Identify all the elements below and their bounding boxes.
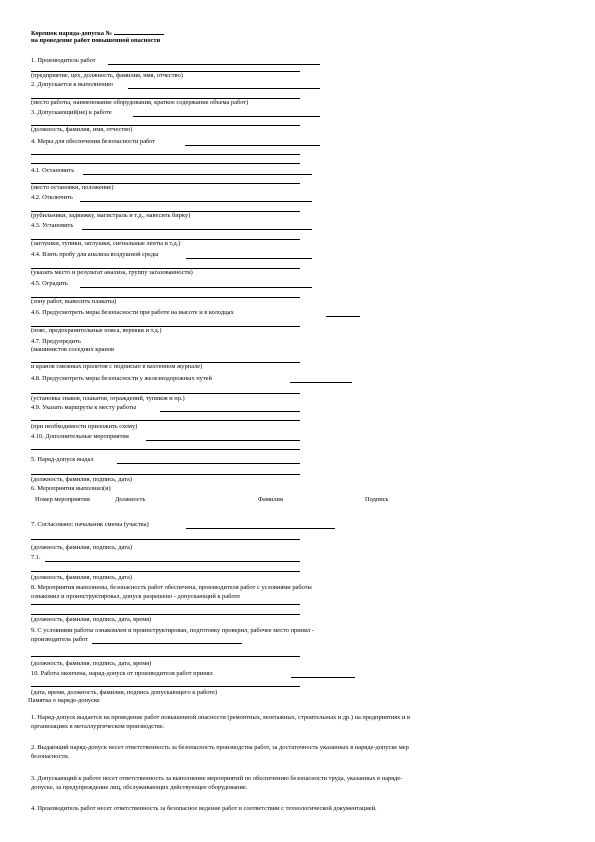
- note-2-line-2: безопасности.: [31, 753, 70, 760]
- item-7-label: 7. Согласовано: начальник смены (участка): [31, 521, 149, 528]
- item-4-label: 4. Меры для обеспечения безопасности работ: [31, 138, 156, 145]
- item-7-field-line2[interactable]: [31, 539, 300, 540]
- permit-title: Корешок наряда-допуска №: [31, 28, 164, 38]
- item-4-6-caption: (пояс, предохранительные пояса, веревки и т.д.): [31, 327, 162, 334]
- note-1-line-1: 1. Наряд-допуск выдается на проведение работ повышенной опасности (ремонтных, монтажных, строительных и др.) на предприятиях и в: [31, 714, 411, 721]
- note-2-line-1: 2. Выдающий наряд-допуск несет ответственность за безопасность производства работ, за достаточность указанных в наряде-допуске мер: [31, 744, 409, 751]
- item-4-1-caption: (место остановки, положение): [31, 184, 114, 191]
- note-1-line-2: организациях в металлургическом производстве.: [31, 723, 165, 730]
- item-4-7-caption-a: (машинистов соседних кранов: [31, 346, 115, 353]
- item-4-10-field[interactable]: [146, 440, 300, 441]
- item-4-10-label: 4.10. Дополнительные мероприятия: [31, 433, 129, 440]
- item-8-field[interactable]: [31, 604, 300, 605]
- item-9-label-b: производитель работ: [31, 636, 88, 643]
- item-4-2-field[interactable]: [80, 201, 312, 202]
- item-4-field-line2[interactable]: [31, 154, 300, 155]
- item-8-field-line2[interactable]: [31, 614, 300, 615]
- item-1-caption: (предприятие, цех, должность, фамилия, имя, отчество): [31, 72, 183, 79]
- item-4-4-field[interactable]: [186, 258, 312, 259]
- note-3-line-2: допуске, за предупреждение лиц, обслуживающих действующее оборудование.: [31, 784, 248, 791]
- item-1-label: 1. Производитель работ: [31, 57, 96, 64]
- item-4-10-field-line2[interactable]: [31, 449, 300, 450]
- permit-subtitle: на проведение работ повышенной опасности: [31, 37, 161, 44]
- item-4-3-field[interactable]: [82, 229, 312, 230]
- item-4-9-field-line2[interactable]: [31, 420, 300, 421]
- item-4-8-label: 4.8. Предусмотреть меры безопасности у железнодорожных путей: [31, 375, 212, 382]
- item-4-7-caption-b: и кранов смежных пролетов с подписью в вахтенном журнале): [31, 363, 203, 370]
- notes-title: Памятка о наряде-допуске: [28, 697, 100, 704]
- item-9-field[interactable]: [92, 643, 242, 644]
- item-4-8-caption: (установка знаков, плакатов, ограждений, тупиков и пр.): [31, 395, 185, 402]
- table-header-position: Должность: [115, 496, 146, 503]
- item-4-4-label: 4.4. Взять пробу для анализа воздушной среды: [31, 251, 159, 258]
- item-5-field-line2[interactable]: [31, 474, 300, 475]
- item-4-1-label: 4.1. Остановить: [31, 167, 75, 174]
- item-5-caption: (должность, фамилия, подпись, дата): [31, 476, 133, 483]
- item-4-9-caption: (при необходимости приложить схему): [31, 423, 138, 430]
- item-8-caption: (должность, фамилия, подпись, дата, время): [31, 616, 152, 623]
- item-6-label: 6. Мероприятия выполнил(и): [31, 485, 111, 492]
- item-2-caption: (место работы, наименование оборудования, краткое содержание объема работ): [31, 99, 249, 106]
- item-2-label: 2. Допускается к выполнению: [31, 81, 113, 88]
- item-4-field[interactable]: [185, 145, 320, 146]
- table-header-signature: Подпись: [365, 496, 389, 503]
- item-3-caption: (должность, фамилия, имя, отчество): [31, 126, 133, 133]
- table-header-surname: Фамилия: [258, 496, 283, 503]
- item-7-1-caption: (должность, фамилия, подпись, дата): [31, 574, 133, 581]
- note-4-line-1: 4. Производитель работ несет ответственность за безопасное ведение работ в соответствии с технологической документацией.: [31, 805, 377, 812]
- item-7-caption: (должность, фамилия, подпись, дата): [31, 544, 133, 551]
- item-2-field[interactable]: [128, 88, 320, 89]
- item-5-field[interactable]: [117, 463, 300, 464]
- item-7-1-label: 7.1.: [31, 554, 41, 561]
- item-4-3-caption: (заглушки, тупики, заглушки, сигнальные ленты и т.д.): [31, 240, 181, 247]
- item-4-3-label: 4.3. Установить: [31, 222, 74, 229]
- item-8-label-a: 8. Мероприятия выполнены, безопасность работ обеспечена, производителя работ с условиями работы: [31, 584, 312, 591]
- item-3-field[interactable]: [133, 116, 320, 117]
- item-7-1-field[interactable]: [45, 561, 300, 562]
- table-header-number: Номер мероприятия: [35, 496, 90, 503]
- item-7-1-field-line2[interactable]: [31, 571, 300, 572]
- note-3-line-1: 3. Допускающий к работе несет ответственность за выполнение мероприятий по обеспечению безопасности труда, указанных в наряде-: [31, 775, 403, 782]
- item-3-label: 3. Допускающий(ие) к работе: [31, 109, 112, 116]
- item-4-1-field[interactable]: [83, 174, 312, 175]
- item-4-6-label: 4.6. Предусмотреть меры безопасности при работе на высоте и в колодцах: [31, 309, 234, 316]
- permit-number-blank[interactable]: [114, 28, 164, 35]
- item-4-9-label: 4.9. Указать маршруты к месту работы: [31, 404, 136, 411]
- item-4-5-label: 4.5. Оградить: [31, 280, 68, 287]
- item-8-label-b: ознакомил и проинструктировал, допуск разрешено - допускающий к работе: [31, 593, 241, 600]
- item-4-field-line3[interactable]: [31, 163, 300, 164]
- item-10-label: 10. Работа окончена, наряд-допуск от производителя работ принял: [31, 670, 213, 677]
- item-9-caption: (должность, фамилия, подпись, дата, время): [31, 660, 152, 667]
- item-4-5-field[interactable]: [80, 287, 312, 288]
- item-9-field-line2[interactable]: [31, 656, 300, 657]
- item-4-7-label: 4.7. Предупредить: [31, 338, 81, 345]
- item-4-8-field[interactable]: [290, 382, 352, 383]
- item-4-8-field-line2[interactable]: [31, 393, 300, 394]
- item-5-label: 5. Наряд-допуск выдал: [31, 456, 94, 463]
- item-4-4-caption: (указать место и результат анализа, группу загазованности): [31, 269, 193, 276]
- item-9-label-a: 9. С условиями работы ознакомлен и проинструктирован, подготовку проверил, рабочее место принял -: [31, 627, 314, 634]
- item-10-field[interactable]: [291, 677, 355, 678]
- item-7-field[interactable]: [186, 528, 335, 529]
- item-4-6-field[interactable]: [326, 316, 360, 317]
- item-4-5-caption: (зону работ, вывесить плакаты): [31, 298, 117, 305]
- item-4-2-label: 4.2. Отключить: [31, 194, 73, 201]
- item-10-field-line2[interactable]: [31, 686, 300, 687]
- item-10-caption: (дата, время, должность, фамилия, подпись допускающего к работе): [31, 689, 218, 696]
- item-1-field[interactable]: [108, 64, 320, 65]
- item-4-9-field[interactable]: [160, 411, 300, 412]
- item-4-2-caption: (рубильники, задвижку, магистраль и т.д., навесить бирку): [31, 212, 191, 219]
